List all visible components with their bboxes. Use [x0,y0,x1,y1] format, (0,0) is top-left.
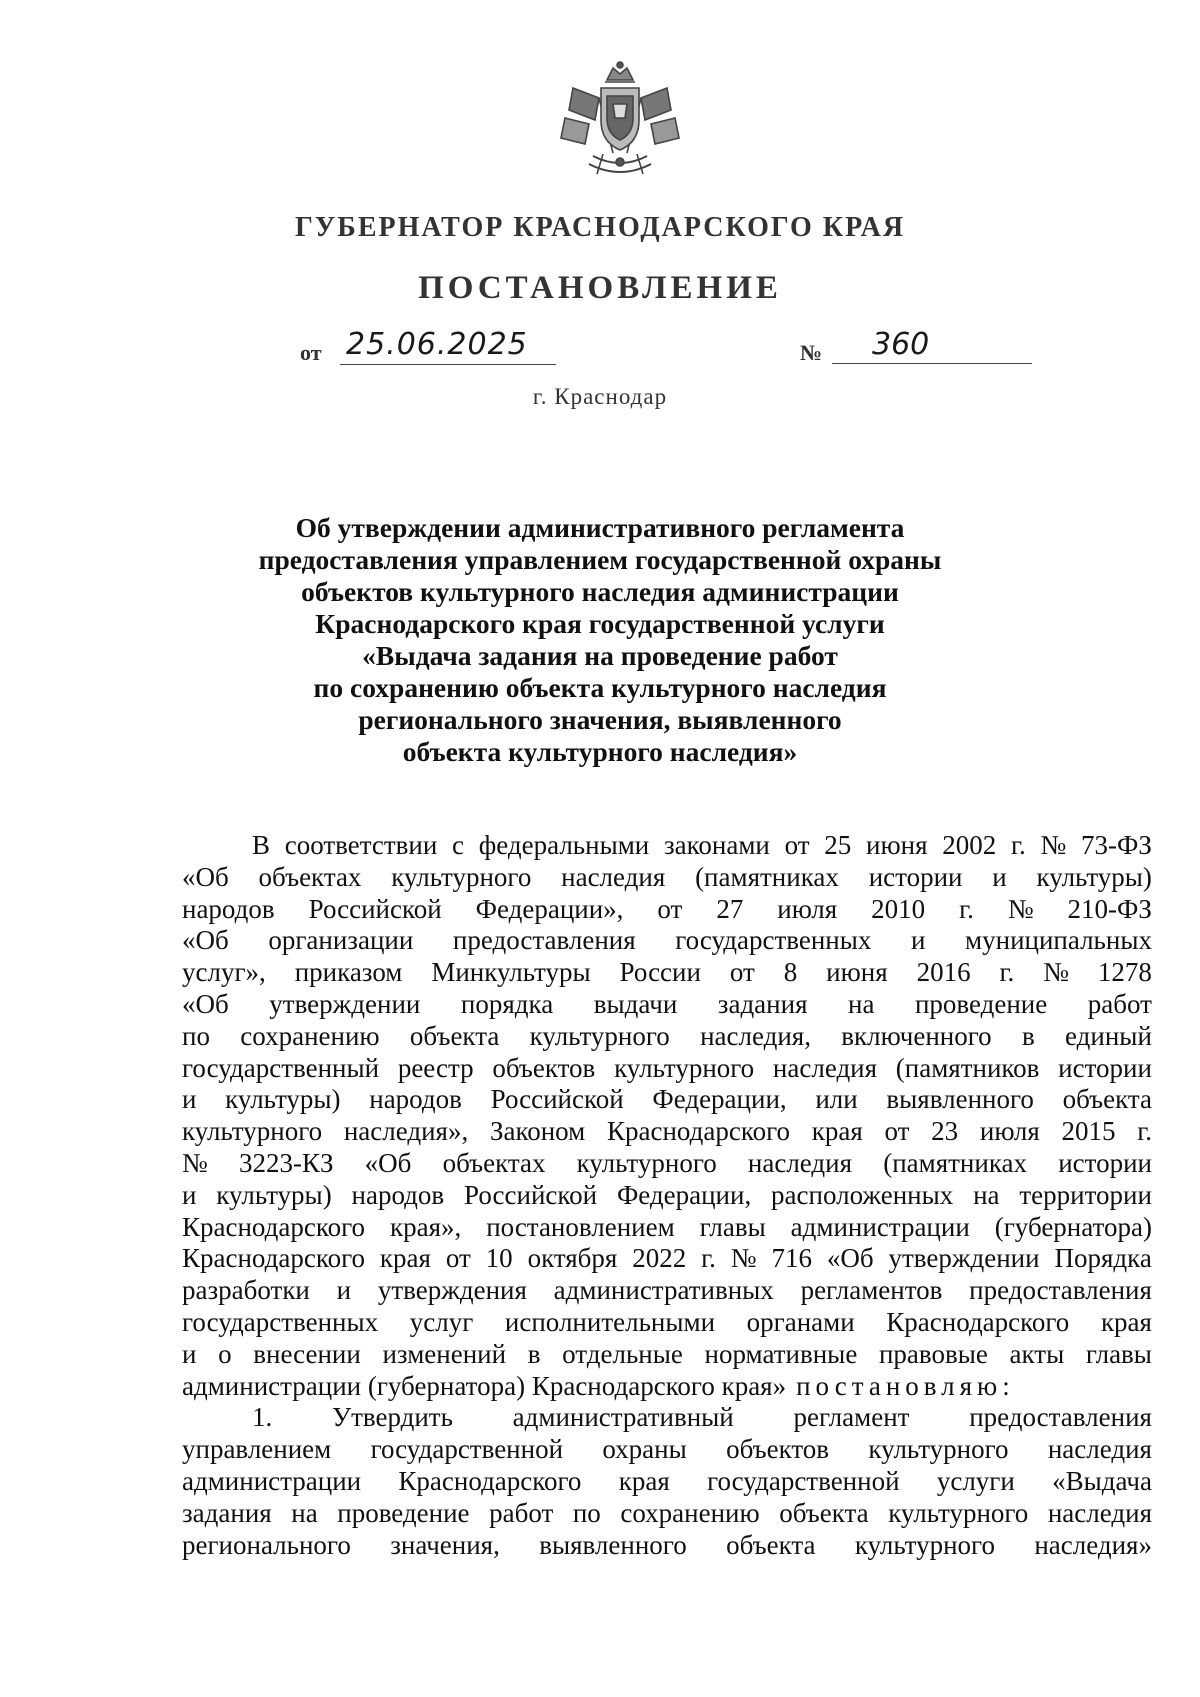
body-word: наследия [561,861,666,892]
body-word: истории [868,861,963,892]
body-line [182,1053,1152,1085]
body-word: расположенных [771,1179,954,1210]
body-word: главы [1085,1338,1152,1369]
body-line [182,989,1152,1021]
body-word: и [910,925,926,956]
body-word: края [1100,1306,1152,1337]
body-word: истории [1058,1147,1152,1178]
body-word: народов [182,893,275,924]
body-line [182,1021,1152,1053]
body-word: июля [777,893,838,924]
body-word: услуги [936,1465,1015,1496]
body-word: сохранению [240,1020,380,1051]
body-word: № [1043,957,1069,988]
body-word: культуры) [225,1084,341,1115]
body-line [182,1307,1152,1339]
body-word: разработки [182,1275,310,1306]
body-line [182,862,1152,894]
body-word: или [815,1084,858,1115]
body-word: от [657,893,683,924]
date-prefix-label: от [300,340,322,365]
body-word: реестр [397,1052,474,1083]
body-word: Законом [489,1116,586,1147]
body-word: 27 [716,893,744,924]
body-word: культурного [576,1147,717,1178]
city-label: г. Краснодар [532,384,668,409]
body-line [182,1434,1152,1466]
body-word: значения, [390,1529,500,1560]
body-word: «Об [364,1147,412,1178]
body-word: управлением [182,1434,332,1465]
body-word: объекта [726,1529,816,1560]
number-value: 360 [832,326,1032,364]
body-word: с [452,830,465,860]
body-word: наследия» [1034,1529,1152,1560]
body-word: предоставления [452,925,636,956]
body-word: Российской [308,893,442,924]
body-word: включенного [841,1020,992,1051]
body-word: акты [1009,1338,1065,1369]
body-line [182,1084,1152,1116]
body-word: (памятниках [883,1147,1028,1178]
body-word: объектах [442,1147,546,1178]
body-word: отдельные [562,1338,683,1369]
body-word: объекта [1062,1084,1152,1115]
number-field [800,327,1040,370]
body-word: администрации [790,1211,970,1242]
body-word: государственной [370,1434,564,1465]
body-word: сохранению [620,1497,760,1528]
body-word: 10 [485,1243,513,1274]
body-word: работ [489,1497,554,1528]
body-word: и [182,1179,197,1210]
body-word: октября [527,1243,618,1274]
body-word: услуг», [182,957,266,988]
body-word: Краснодарского [182,1211,366,1242]
body-line [182,1498,1152,1530]
body-line-resolution [182,1371,1152,1403]
body-word: культурного [182,1116,323,1147]
body-word: Краснодарского [886,1306,1070,1337]
body-word: задания [182,1497,272,1528]
body-word: на [973,1179,1000,1210]
body-word: по [572,1497,601,1528]
body-word: администрации [182,1465,362,1496]
title-line: Краснодарского края государственной услуги [315,608,885,639]
body-word: порядка [460,988,554,1019]
body-word: Минкультуры [431,957,591,988]
body-word: № [182,1147,208,1178]
body-word: муниципальных [965,925,1152,956]
title-line: регионального значения, выявленного [358,704,842,735]
body-word: г. [701,1243,716,1274]
coat-of-arms-icon [555,58,685,186]
body-word: 2015 [1061,1116,1116,1147]
body-word: выявленного [886,1084,1034,1115]
body-word: постановлением [486,1211,675,1242]
body-word: проведение [337,1497,470,1528]
body-word: объекта [779,1497,869,1528]
body-word: (памятников [895,1052,1040,1083]
body-word: территории [1019,1179,1152,1210]
body-word: соответствии [284,830,438,860]
title-line: Об утверждении административного регламента [295,512,905,543]
body-word: культуры) [1036,861,1152,892]
body-word: культурного [529,1020,670,1051]
body-word: организации [268,925,414,956]
body-line [182,925,1152,957]
body-word: объектов [492,1052,596,1083]
title-line: объектов культурного наследия администрации [301,576,899,607]
body-line [182,1339,1152,1371]
body-word: 8 [783,957,798,988]
body-word: г. [959,893,974,924]
body-word: задания [717,988,808,1019]
body-line [182,1180,1152,1212]
body-word: государственный [182,1052,380,1083]
body-line [182,1243,1152,1275]
body-word: Российской [464,1179,598,1210]
body-line [182,1148,1152,1180]
title-line: предоставления управлением государственной охраны [258,544,942,575]
coat-of-arms-emblem [555,58,685,186]
body-word: проведение [914,988,1048,1019]
body-word: В [252,830,271,860]
body-word: административных [553,1275,774,1306]
body-word: объекта [409,1020,500,1051]
date-value: 25.06.2025 [340,326,556,365]
body-word: нормативные [704,1338,858,1369]
body-word: «Об [182,861,229,892]
body-word: Краснодарского [182,1243,366,1274]
body-word: административный [512,1402,734,1433]
body-word: объектов [726,1434,830,1465]
body-line [182,957,1152,989]
body-word: наследия [747,1147,853,1178]
body-word: и [182,1338,197,1369]
body-word: июля [979,1116,1040,1147]
body-word: культурного [614,1052,755,1083]
document-body [182,830,1152,1561]
body-word: № [1007,893,1034,924]
body-word: утверждения [377,1275,527,1306]
body-word: № [730,1243,757,1274]
body-word: «Об [182,925,229,956]
body-word: народов [351,1179,445,1210]
body-word: истории [1058,1052,1152,1083]
body-word: 2016 [916,957,971,988]
body-word: от [784,830,810,860]
body-word: Утвердить [331,1402,453,1433]
body-word: и [182,1084,197,1115]
body-word: внесении [253,1338,361,1369]
body-word: 716 [771,1243,812,1274]
body-word: края», [389,1211,462,1242]
title-line: по сохранению объекта культурного наследия [313,672,887,703]
body-word: изменений [382,1338,507,1369]
body-word: 210-ФЗ [1067,893,1152,924]
body-word: наследия [1047,1434,1152,1465]
body-word: утверждении [269,988,421,1019]
body-word: Федерации, [616,1179,752,1210]
body-word: от [884,1116,910,1147]
body-word: наследия [1047,1497,1152,1528]
body-word: предоставления [969,1402,1152,1433]
body-word: 73-ФЗ [1081,830,1152,860]
body-word: в [527,1338,541,1369]
body-word: выдачи [593,988,678,1019]
body-word: России [619,957,701,988]
body-word: Краснодарского [606,1116,790,1147]
body-word: июня [826,957,888,988]
body-line-text: администрации (губернатора) Краснодарского края» [182,1370,787,1401]
body-word: 23 [931,1116,959,1147]
body-word: г. [1010,830,1026,860]
body-word: в [1021,1020,1035,1051]
body-word: объектах [258,861,362,892]
body-word: «Об [182,988,229,1019]
body-word: регламентов [800,1275,943,1306]
body-word: по [182,1020,210,1051]
body-word: наследия [772,1052,878,1083]
body-word: единый [1065,1020,1152,1051]
body-line [182,1530,1152,1562]
body-word: (памятниках [695,861,839,892]
body-line [182,894,1152,926]
body-word: Российской [490,1084,624,1115]
body-word: правовые [878,1338,988,1369]
body-line [182,830,1152,862]
body-word: июня [866,830,928,860]
number-prefix-label: № [800,340,823,365]
body-word: законами [663,830,770,860]
date-field [300,327,620,370]
body-word: культурного [391,861,532,892]
body-word: Краснодарского [398,1465,582,1496]
body-word: Федерации», [475,893,624,924]
body-word: Порядка [1054,1243,1152,1274]
body-word: культуры) [216,1179,332,1210]
body-word: от [729,957,755,988]
body-word: края [618,1465,670,1496]
body-word: исполнительными [504,1306,716,1337]
body-word: 1. [252,1402,273,1433]
body-word: 2002 [942,830,997,860]
body-word: края [379,1243,431,1274]
body-word: регионального [182,1529,351,1560]
body-word: на [848,988,875,1019]
body-word: 1278 [1097,957,1152,988]
body-line [182,1212,1152,1244]
document-title [250,512,950,768]
body-line [182,1116,1152,1148]
body-word: народов [369,1084,462,1115]
body-word: г. [1137,1116,1152,1147]
body-word: 25 [824,830,852,860]
body-word: «Об [826,1243,874,1274]
body-line [182,1466,1152,1498]
body-word: Федерации, [652,1084,787,1115]
body-word: 3223-КЗ [238,1147,334,1178]
issuer-heading: ГУБЕРНАТОР КРАСНОДАРСКОГО КРАЯ [294,212,906,243]
body-word: края [811,1116,863,1147]
body-word: о [218,1338,232,1369]
body-word: утверждении [888,1243,1040,1274]
body-word: государственных [675,925,872,956]
body-word: охраны [602,1434,687,1465]
body-word: наследия», [343,1116,469,1147]
body-word: работ [1087,988,1152,1019]
body-word: № [1040,830,1067,860]
body-word: выявленного [539,1529,687,1560]
body-word: г. [999,957,1015,988]
body-word: услуг [409,1306,474,1337]
body-word: и [336,1275,352,1306]
body-word: и [992,861,1007,892]
body-word: главы [699,1211,766,1242]
body-word: культурного [888,1497,1029,1528]
body-line [182,1402,1152,1434]
body-word: регламент [793,1402,910,1433]
body-line [182,1275,1152,1307]
body-word: культурного [854,1529,995,1560]
body-word: предоставления [969,1275,1152,1306]
body-word: органами [746,1306,855,1337]
body-word: культурного [868,1434,1009,1465]
title-line: объекта культурного наследия» [402,736,798,767]
body-word: федеральными [478,830,650,860]
document-type-heading: ПОСТАНОВЛЕНИЕ [418,270,782,306]
body-word: (губернатора) [994,1211,1152,1242]
body-word: на [291,1497,318,1528]
body-word: от [445,1243,471,1274]
body-word: приказом [294,957,403,988]
body-word: 2022 [632,1243,687,1274]
title-line: «Выдача задания на проведение работ [362,640,838,671]
body-word: 2010 [871,893,926,924]
body-word: государственных [182,1306,379,1337]
body-word: государственной [707,1465,900,1496]
body-word: наследия, [700,1020,811,1051]
body-word: «Выдача [1052,1465,1152,1496]
resolve-word: постановляю: [796,1370,1015,1401]
